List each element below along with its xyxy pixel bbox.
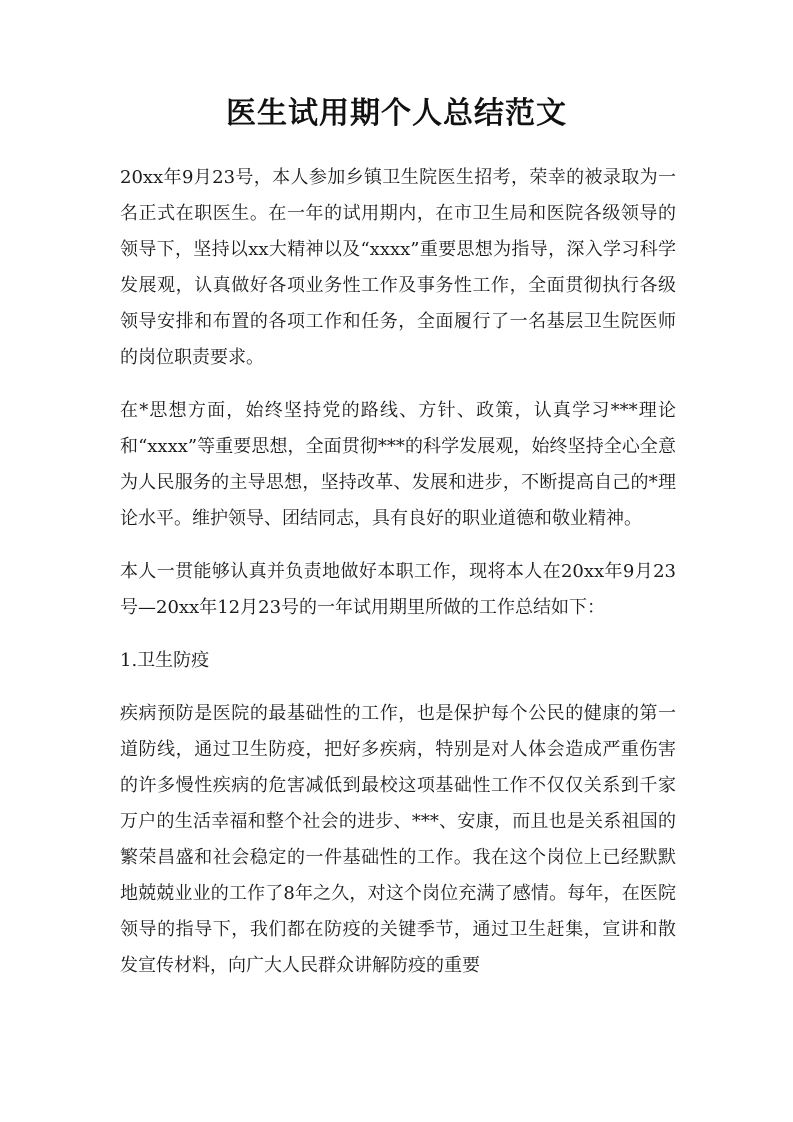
paragraph-epidemic-prevention: 疾病预防是医院的最基础性的工作，也是保护每个公民的健康的第一道防线，通过卫生防疫，把好多疾病，特别是对人体会造成严重伤害的许多慢性疾病的危害减低到最校这项基础性工作不仅仅关系到千家万户的生活幸福和整个社会的进步、***、安康，而且也是关系祖国的繁荣昌盛和社会稳定的一件基础性的工作。我在这个岗位上已经默默地兢兢业业的工作了8年之久，对这个岗位充满了感情。每年，在医院领导的指导下，我们都在防疫的关键季节，通过卫生赶集，宣讲和散发宣传材料，向广大人民群众讲解防疫的重要 <box>120 703 676 976</box>
paragraph-ideology: 在*思想方面，始终坚持党的路线、方针、政策，认真学习***理论和“xxxx”等重要思想，全面贯彻***的科学发展观，始终坚持全心全意为人民服务的主导思想，坚持改革、发展和进步，不断提高自己的*理论水平。维护领导、团结同志，具有良好的职业道德和敬业精神。 <box>120 400 676 529</box>
paragraph-intro: 20xx年9月23号，本人参加乡镇卫生院医生招考，荣幸的被录取为一名正式在职医生。在一年的试用期内，在市卫生局和医院各级领导的领导下，坚持以xx大精神以及“xxxx”重要思想为指导，深入学习科学发展观，认真做好各项业务性工作及事务性工作，全面贯彻执行各级领导安排和布置的各项工作和任务，全面履行了一名基层卫生院医师的岗位职责要求。 <box>120 167 676 368</box>
document-body <box>120 160 676 1001</box>
section-heading: 1.卫生防疫 <box>120 650 210 671</box>
document-title: 医生试用期个人总结范文 <box>226 96 567 131</box>
paragraph-summary-intro: 本人一贯能够认真并负责地做好本职工作，现将本人在20xx年9月23号—20xx年12月23号的一年试用期里所做的工作总结如下： <box>120 561 676 618</box>
